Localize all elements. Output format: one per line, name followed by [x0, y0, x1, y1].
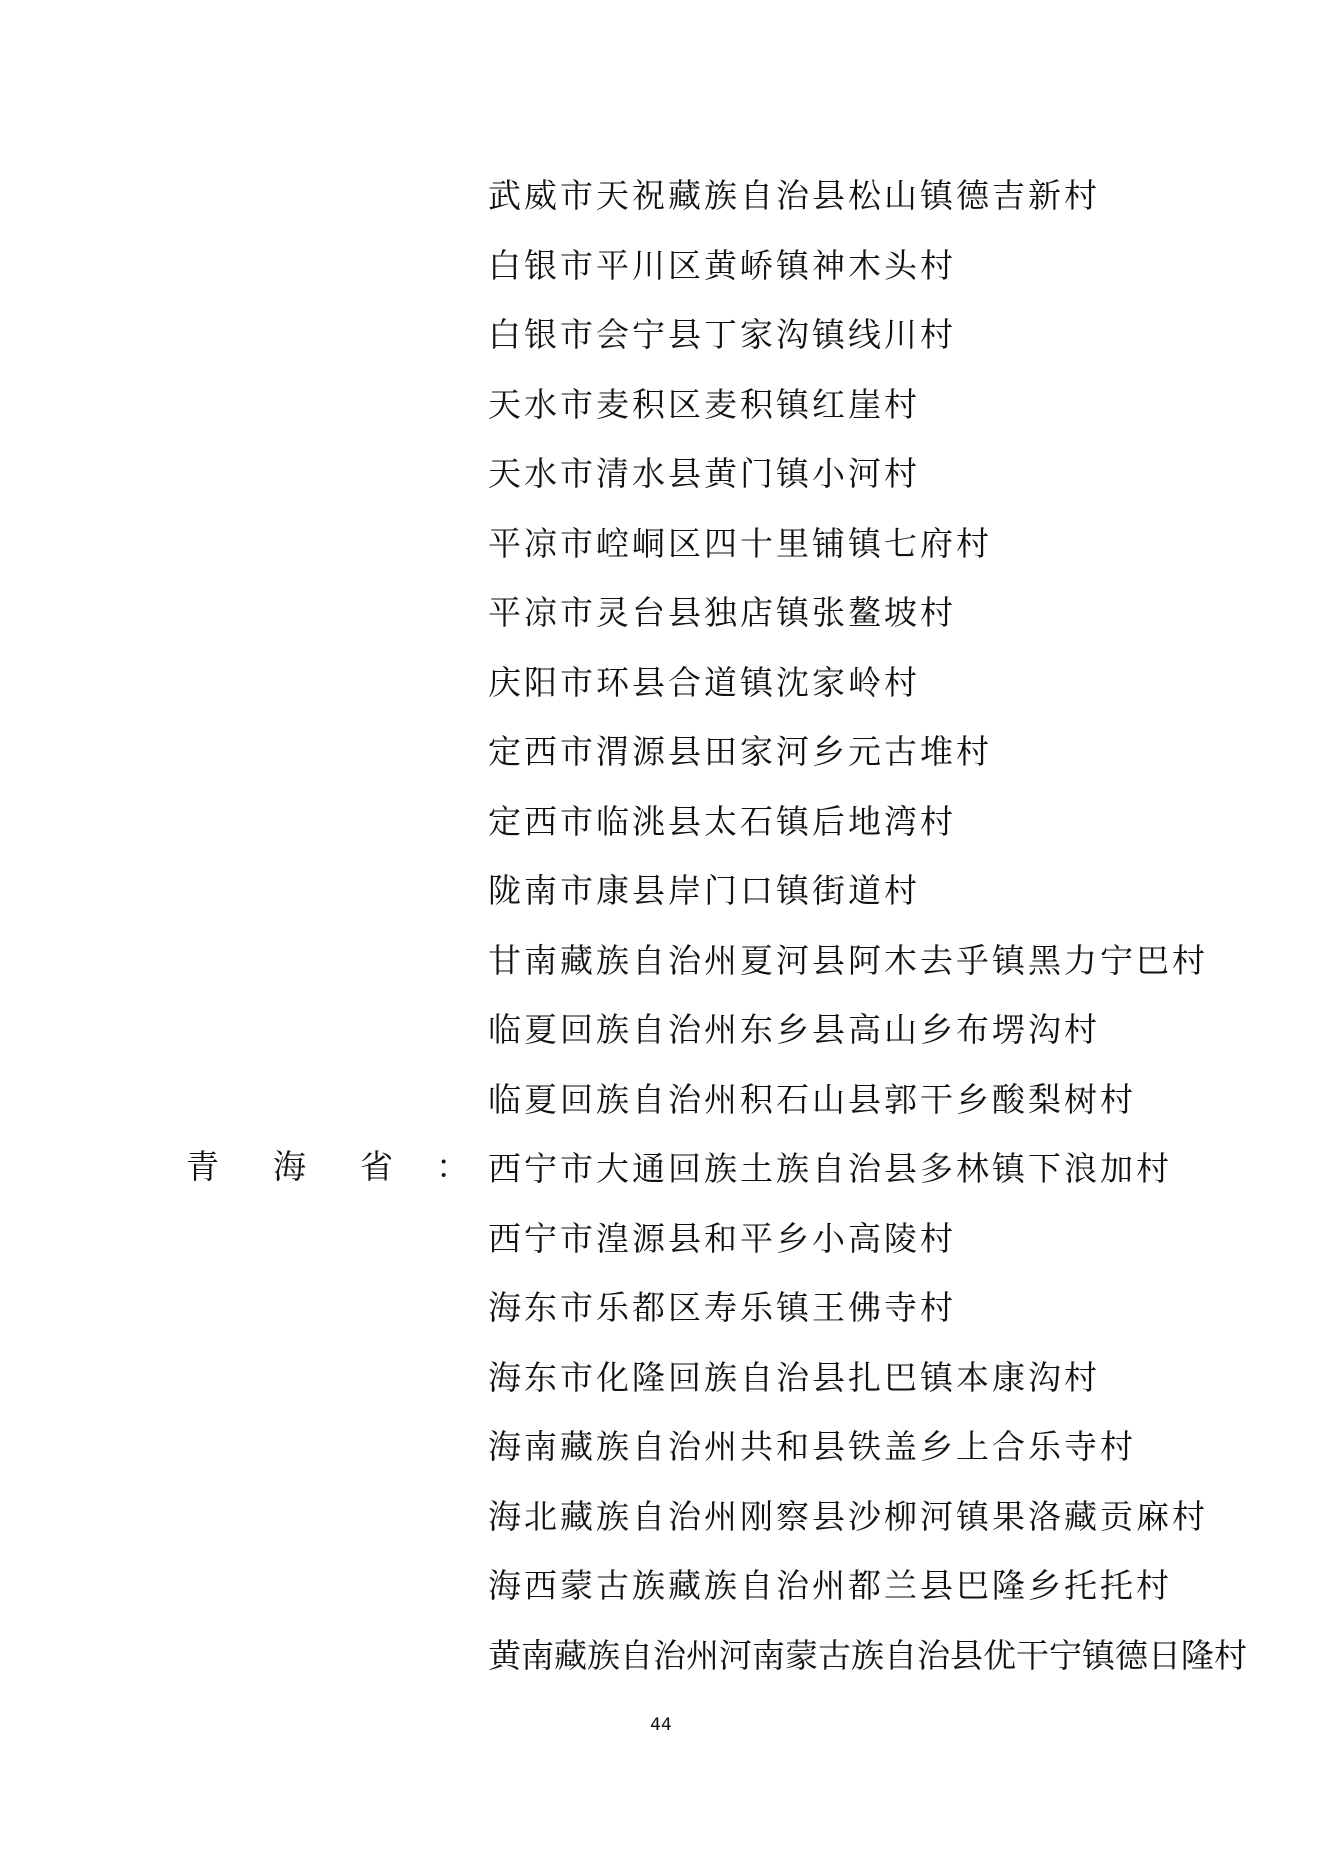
- village-entry: 定西市渭源县田家河乡元古堆村: [488, 732, 992, 771]
- province-label-char-2: 海: [273, 1147, 306, 1186]
- village-entry: 海西蒙古族藏族自治州都兰县巴隆乡托托村: [488, 1566, 1172, 1605]
- village-entry: 海东市化隆回族自治县扎巴镇本康沟村: [488, 1357, 1100, 1397]
- village-list: [488, 166, 1288, 1695]
- village-entry: 庆阳市环县合道镇沈家岭村: [488, 662, 920, 702]
- village-entry: 平凉市崆峒区四十里铺镇七府村: [488, 523, 992, 563]
- village-entry: 临夏回族自治州积石山县郭干乡酸梨树村: [488, 1079, 1136, 1119]
- village-entry: 西宁市湟源县和平乡小高陵村: [488, 1218, 956, 1258]
- village-entry: 临夏回族自治州东乡县高山乡布塄沟村: [488, 1010, 1100, 1049]
- village-entry: 白银市平川区黄峤镇神木头村: [488, 245, 956, 285]
- village-entry: 天水市麦积区麦积镇红崖村: [488, 384, 920, 424]
- village-entry: 白银市会宁县丁家沟镇线川村: [488, 315, 956, 354]
- province-label-qinghai: [186, 1142, 469, 1192]
- village-entry: 海东市乐都区寿乐镇王佛寺村: [488, 1288, 956, 1327]
- village-entry: 甘南藏族自治州夏河县阿木去乎镇黑力宁巴村: [488, 940, 1208, 980]
- page-number: 44: [650, 1715, 672, 1735]
- village-entry: 武威市天祝藏族自治县松山镇德吉新村: [488, 176, 1100, 215]
- province-label-colon: ：: [436, 1147, 469, 1186]
- village-entry: 西宁市大通回族土族自治县多林镇下浪加村: [488, 1149, 1172, 1188]
- village-entry: 定西市临洮县太石镇后地湾村: [488, 801, 956, 841]
- province-label-char-1: 青: [186, 1147, 219, 1186]
- province-label-char-3: 省: [360, 1147, 393, 1186]
- village-entry: 平凉市灵台县独店镇张鳌坡村: [488, 593, 956, 632]
- village-entry: 天水市清水县黄门镇小河村: [488, 454, 920, 493]
- village-entry: 陇南市康县岸门口镇街道村: [488, 871, 920, 910]
- village-entry: 海南藏族自治州共和县铁盖乡上合乐寺村: [488, 1427, 1136, 1466]
- village-entry: 海北藏族自治州刚察县沙柳河镇果洛藏贡麻村: [488, 1496, 1208, 1536]
- village-entry: 黄南藏族自治州河南蒙古族自治县优干宁镇德日隆村: [488, 1635, 1247, 1675]
